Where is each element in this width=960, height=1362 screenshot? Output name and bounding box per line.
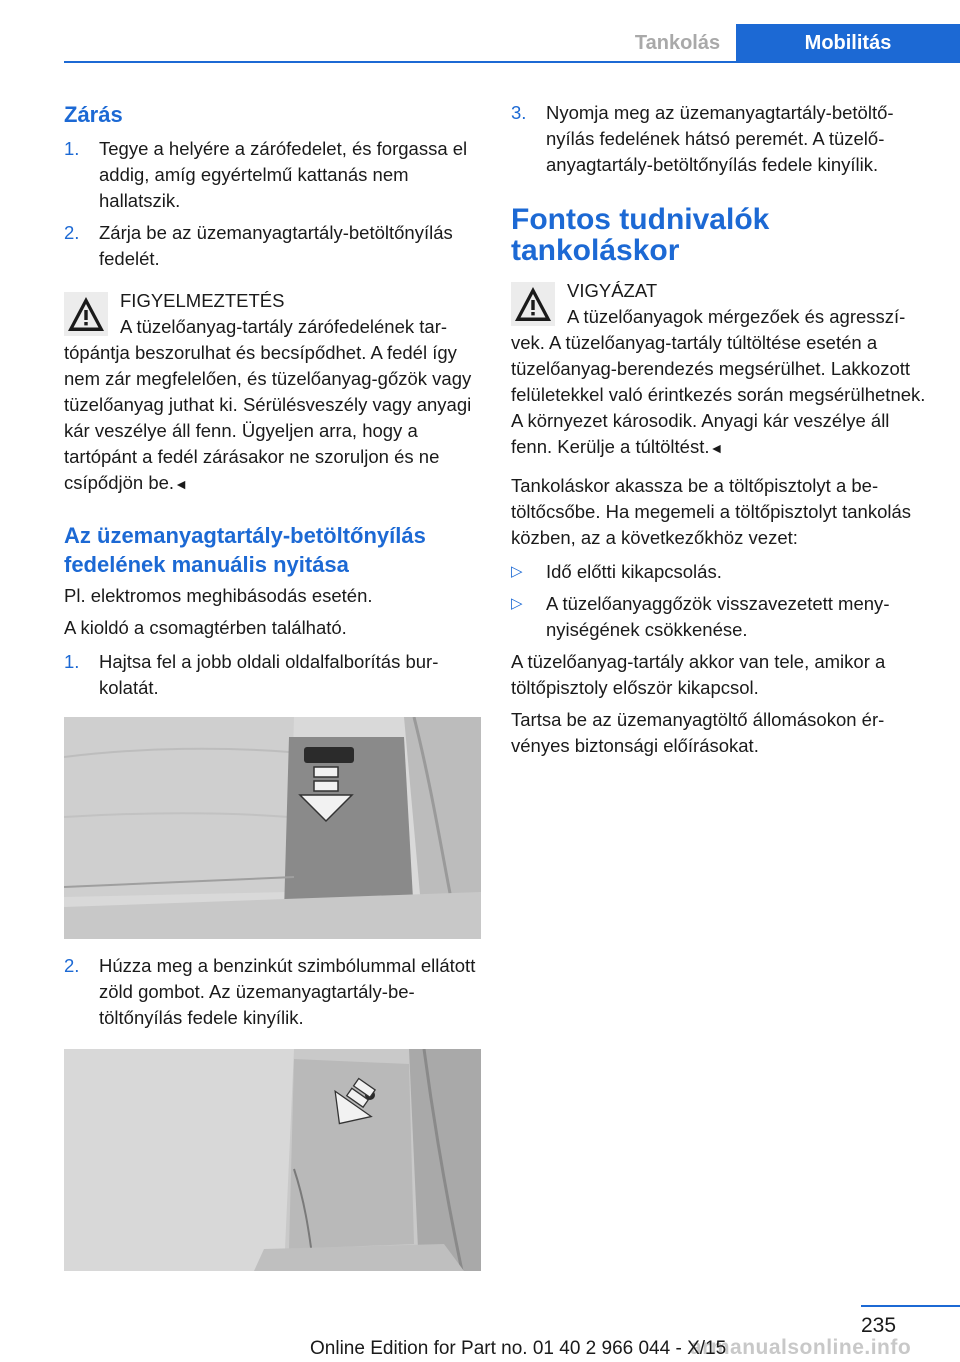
step-text: Tegye a helyére a zárófedelet, és forgassa el addig, amíg egyértelmű kattanás nem hallatszik.: [99, 138, 468, 211]
paragraph: Pl. elektromos meghibásodás esetén.: [64, 585, 373, 606]
warning-title: FIGYELMEZTETÉS: [120, 290, 285, 311]
list-item: [64, 953, 481, 1031]
page-number-rule: [861, 1305, 960, 1307]
warning-triangle-icon: [64, 292, 108, 336]
warning-box: [64, 288, 481, 497]
step-text: Hajtsa fel a jobb oldali oldalfalborítás burkolatát.: [99, 651, 439, 698]
bullet-text: Idő előtti kikapcsolás.: [546, 561, 722, 582]
heading-manual-opening: Az üzemanyagtartály-betöltőnyílás fedelének manuális nyitása: [64, 523, 426, 577]
step-number: 1.: [64, 651, 80, 672]
caution-title: VIGYÁZAT: [567, 280, 658, 301]
end-mark: ◄: [174, 476, 188, 492]
bullet-triangle-icon: ▷: [511, 563, 523, 580]
fuel-release-button-photo: [64, 1049, 481, 1271]
list-item: [511, 559, 926, 585]
left-column: [64, 100, 481, 1271]
bullet-triangle-icon: ▷: [511, 595, 523, 612]
trunk-side-panel-photo: [64, 717, 481, 939]
list-item: [64, 136, 481, 214]
paragraph: Tartsa be az üzemanyagtöltő állomásokon érvényes biztonsági előírásokat.: [511, 709, 885, 756]
step-text: Nyomja meg az üzemanyagtartály-betöltőnyílás fedelének hátsó peremét. A tüzelőanyagtartály-betöltőnyílás fedele kinyílik.: [546, 102, 894, 175]
right-column: [511, 100, 926, 759]
step-number: 2.: [64, 955, 80, 976]
heading-closing: Zárás: [64, 102, 123, 127]
edition-footer: Online Edition for Part no. 01 40 2 966 044 - X/15: [310, 1338, 727, 1359]
heading-important-refueling: Fontos tudnivalók tankoláskor: [511, 203, 770, 267]
paragraph: A kioldó a csomagtérben található.: [64, 617, 347, 638]
paragraph: Tankoláskor akassza be a töltőpisztolyt a betöltőcsőbe. Ha megemeli a töltőpisztolyt tankolás közben, az a következőkhöz vezet:: [511, 475, 912, 548]
list-item: [511, 100, 926, 178]
list-item: [511, 591, 926, 643]
tab-mobilitas[interactable]: Mobilitás: [736, 24, 960, 62]
header-rule: [64, 61, 960, 63]
list-item: [64, 649, 481, 701]
step-number: 1.: [64, 138, 80, 159]
tab-tankolas[interactable]: Tankolás: [619, 24, 736, 62]
caution-box: [511, 278, 926, 461]
step-number: 3.: [511, 102, 527, 123]
list-item: [64, 220, 481, 272]
step-text: Húzza meg a benzinkút szimbólummal ellátott zöld gombot. Az üzemanyagtartály-betöltőnyílás fedele kinyílik.: [99, 955, 476, 1028]
step-text: Zárja be az üzemanyagtartály-betöltőnyílás fedelét.: [99, 222, 453, 269]
page-number: 235: [861, 1314, 897, 1337]
step-number: 2.: [64, 222, 80, 243]
bullet-text: A tüzelőanyaggőzök visszavezetett menynyiségének csökkenése.: [546, 593, 890, 640]
warning-triangle-icon: [511, 282, 555, 326]
caution-text: A tüzelőanyagok mérgezőek és agresszívek. A tüzelőanyag-tartály túltöltése esetén a tüzelőanyag-berendezés megsérülhet. Lakkozott felületekkel való érintkezés során megsérülhetnek. A környezet károsodik. Anyagi kár veszélye áll fenn. Kerülje a túltöltést.: [511, 306, 926, 457]
paragraph: A tüzelőanyag-tartály akkor van tele, amikor a töltőpisztoly először kikapcsol.: [511, 651, 886, 698]
watermark: armanualsonline.info: [690, 1336, 912, 1359]
warning-text: A tüzelőanyag-tartály zárófedelének tartópántja beszorulhat és becsípődhet. A fedél így nem zár megfelelően, és tüzelőanyag-gőzök vagy tüzelőanyag juthat ki. Sérülésveszély vagy anyagi kár veszélye áll fenn. Ügyeljen arra, hogy a tartópánt a fedél zárásakor ne szoruljon és ne csípődjön be.: [64, 316, 472, 493]
end-mark: ◄: [709, 440, 724, 456]
